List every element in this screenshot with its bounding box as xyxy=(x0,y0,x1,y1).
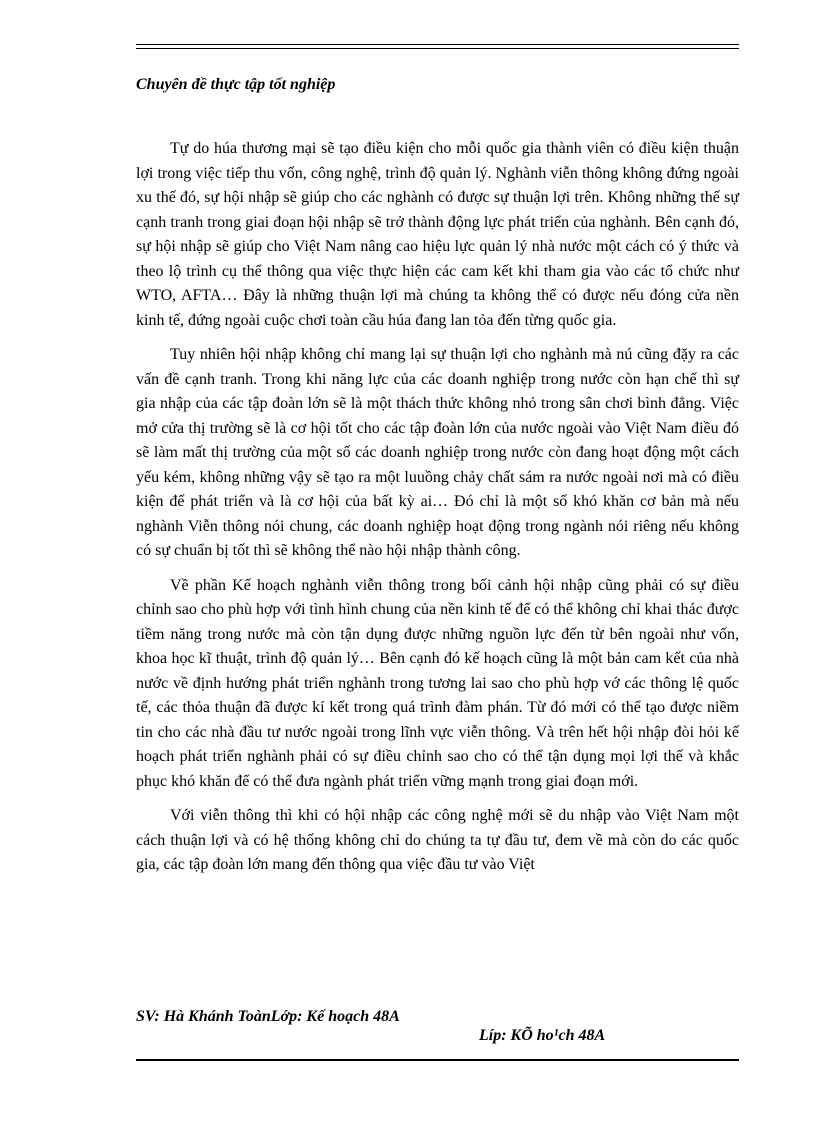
paragraph-4: Với viễn thông thì khi có hội nhập các công nghệ mới sẽ du nhập vào Việt Nam một cách thuận lợi và có hệ thống không chỉ do chúng ta tự đầu tư, đem về mà còn do các quốc gia, các tập đoàn lớn mang đến thông qua việc đầu tư vào Việt xyxy=(136,807,739,873)
footer-rule xyxy=(136,1059,739,1061)
header-double-rule xyxy=(136,44,739,49)
paragraph-2: Tuy nhiên hội nhập không chỉ mang lại sự thuận lợi cho nghành mà nú cũng đặy ra các vấn đề cạnh tranh. Trong khi năng lực của các doanh nghiệp trong nước còn hạn chế thì sự gia nhập của các tập đoàn lớn sẽ là một thách thức không nhỏ trong sân chơi bình đẳng. Việc mở cửa thị trường sẽ là cơ hội tốt cho các tập đoàn lớn của nước ngoài vào Việt Nam điều đó sẽ làm mất thị trường của một số các doanh nghiệp trong nước còn đang hoạt động một cách yếu kém, không những vậy sẽ tạo ra một luuồng chảy chất sám ra nước ngoài nơi mà có điều kiện để phát triển và là cơ hội của bất kỳ ai… Đó chỉ là một số khó khăn cơ bản mà nếu nghành Viễn thông nói chung, các doanh nghiệp hoạt động trong ngành nói riêng nếu không có sự chuẩn bị tốt thì sẽ không thể nào hội nhập thành công. xyxy=(136,346,739,559)
paragraph-3: Về phần Kế hoạch nghành viễn thông trong bối cảnh hội nhập cũng phải có sự điều chỉnh sao cho phù hợp với tình hình chung của nền kinh tế để có thể không chỉ khai thác được tiềm năng trong nước mà còn tận dụng được những nguồn lực đến từ bên ngoài như vốn, khoa học kĩ thuật, trình độ quản lý… Bên cạnh đó kế hoạch cũng là một bản cam kết của nhà nước về định hướng phát triển nghành trong tương lai sao cho phù hợp vớ các thông lệ quốc tế, các thỏa thuận đã được kí kết trong quá trình đàm phán. Từ đó mới có thể tạo được niềm tin cho các nhà đầu tư nước ngoài trong lĩnh vực viễn thông. Và trên hết hội nhập đòi hỏi kế hoạch phát triển nghành phải có sự điều chỉnh sao cho có thể tận dụng mọi lợi thế và khắc phục khó khăn để có thể đưa ngành phát triển vững mạnh trong giai đoạn mới. xyxy=(136,576,739,790)
header-title: Chuyên đề thực tập tốt nghiệp xyxy=(136,76,336,93)
footer-student-name: SV: Hà Khánh ToànLớp: Kế hoạch 48A xyxy=(136,1008,400,1025)
paragraph-1: Tự do húa thương mại sẽ tạo điều kiện cho mỗi quốc gia thành viên có điều kiện thuận lợi trong việc tiếp thu vốn, công nghệ, trình độ quản lý. Nghành viễn thông không đứng ngoài xu thế đó, sự hội nhập sẽ giúp cho các nghành có được sự thuận lợi trên. Không những thế sự cạnh tranh trong giai đoạn hội nhập sẽ trở thành động lực phát triển của nghành. Bên cạnh đó, sự hội nhập sẽ giúp cho Việt Nam nâng cao hiệu lực quản lý nhà nước một cách có ý thức và theo lộ trình cụ thể thông qua việc thực hiện các cam kết khi tham gia vào các tổ chức như WTO, AFTA… Đây là những thuận lợi mà chúng ta không thể có được nếu đóng cửa nền kinh tế, đứng ngoài cuộc chơi toàn cầu húa đang lan tỏa đến từng quốc gia. xyxy=(136,140,739,329)
footer-class-name: Líp: KÕ ho¹ch 48A xyxy=(479,1027,606,1044)
document-body xyxy=(136,137,739,888)
